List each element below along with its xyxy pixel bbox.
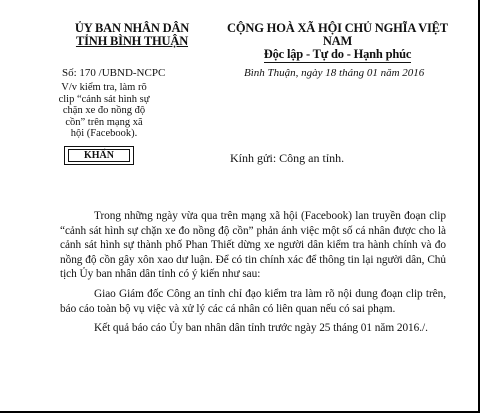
document-subject: V/v kiểm tra, làm rõ clip “cảnh sát hình sự chặn xe đo nồng độ cồn” trên mạng xã hội (Facebook). [58,82,150,139]
national-motto: Độc lập - Tự do - Hạnh phúc [263,47,412,61]
issuing-authority [52,22,212,48]
authority-line-1: ỦY BAN NHÂN DÂN [74,21,190,35]
recipient-line: Kính gửi: Công an tỉnh. [230,151,345,165]
body-paragraph-3: Kết quả báo cáo Ủy ban nhân dân tỉnh trước ngày 25 tháng 01 năm 2016./. [94,322,428,335]
urgent-stamp [64,146,134,165]
body-paragraph-1: Trong những ngày vừa qua trên mạng xã hội (Facebook) lan truyền đoạn clip “cảnh sát hình sự chặn xe đo nồng độ cồn” phản ánh việc một số cá nhân được cho là cảnh sát hình sự thành phố Phan Thiết dừng xe người dân kiểm tra hành chính và đo nồng độ cồn gây xôn xao dư luận. Để có tin chính xác để thông tin lại người dân, Chủ tịch Ủy ban nhân dân tỉnh có ý kiến như sau: [60,210,446,281]
document-number: Số: 170 /UBND-NCPC [62,67,166,79]
document-date: Bình Thuận, ngày 18 tháng 01 năm 2016 [244,67,425,79]
urgent-stamp-label: KHẨN [68,149,130,162]
authority-province: TỈNH BÌNH THUẬN [75,34,189,48]
authority-line-2 [52,35,212,48]
motto-wrapper [220,48,455,63]
document-body [60,209,446,341]
body-paragraph-2: Giao Giám đốc Công an tỉnh chỉ đạo kiểm tra làm rõ nội dung đoạn clip trên, báo cáo toàn bộ vụ việc và xử lý các cá nhân có liên quan nếu có sai phạm. [60,287,446,315]
national-title [220,22,455,63]
nation-name: CỘNG HOÀ XÃ HỘI CHỦ NGHĨA VIỆT NAM [227,21,448,48]
